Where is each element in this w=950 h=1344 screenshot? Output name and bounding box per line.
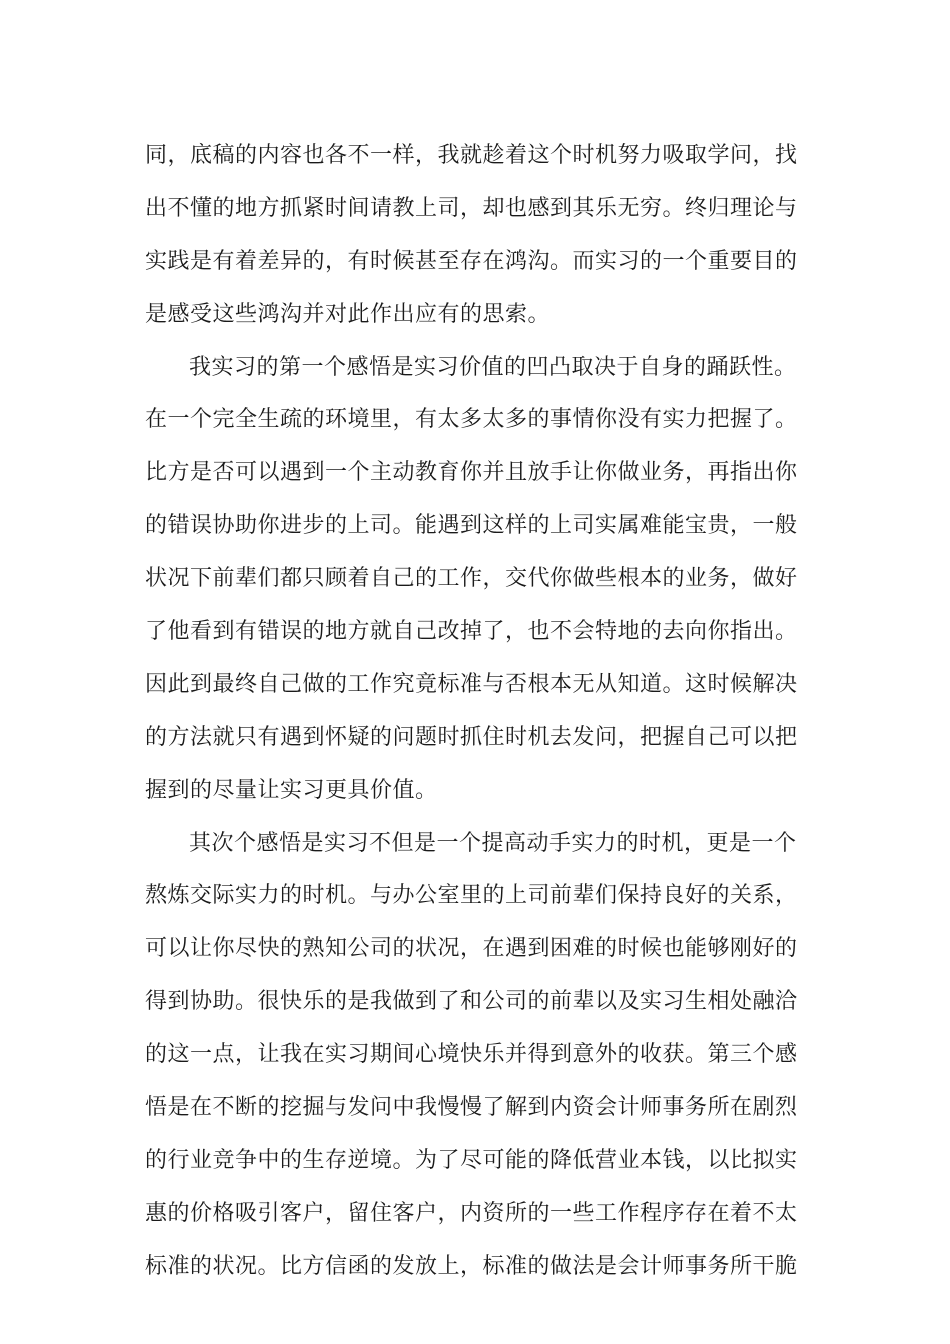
text-line: 我实习的第一个感悟是实习价值的凹凸取决于自身的踊跃性。: [189, 354, 797, 380]
text-line: 出不懂的地方抓紧时间请教上司，却也感到其乐无穷。终归理论与: [145, 195, 798, 221]
text-line: 得到协助。很快乐的是我做到了和公司的前辈以及实习生相处融洽: [145, 989, 798, 1015]
text-line: 状况下前辈们都只顾着自己的工作，交代你做些根本的业务，做好: [145, 566, 798, 592]
text-line: 的这一点，让我在实习期间心境快乐并得到意外的收获。第三个感: [145, 1042, 798, 1068]
text-line: 的方法就只有遇到怀疑的问题时抓住时机去发问，把握自己可以把: [145, 724, 798, 750]
text-line: 惠的价格吸引客户，留住客户，内资所的一些工作程序存在着不太: [145, 1200, 798, 1226]
text-line: 实践是有着差异的，有时候甚至存在鸿沟。而实习的一个重要目的: [145, 248, 798, 274]
document-body: [145, 130, 815, 1294]
text-line: 在一个完全生疏的环境里，有太多太多的事情你没有实力把握了。: [145, 407, 798, 433]
text-line: 悟是在不断的挖掘与发问中我慢慢了解到内资会计师事务所在剧烈: [145, 1095, 798, 1121]
text-line: 熬炼交际实力的时机。与办公室里的上司前辈们保持良好的关系，: [145, 883, 798, 909]
text-line: 的行业竞争中的生存逆境。为了尽可能的降低营业本钱，以比拟实: [145, 1147, 798, 1173]
text-line: 握到的尽量让实习更具价值。: [145, 777, 438, 803]
text-line: 是感受这些鸿沟并对此作出应有的思索。: [145, 301, 551, 327]
text-line: 因此到最终自己做的工作究竟标准与否根本无从知道。这时候解决: [145, 671, 798, 697]
text-line: 其次个感悟是实习不但是一个提高动手实力的时机，更是一个: [189, 830, 797, 856]
paragraph-1: [145, 130, 815, 342]
paragraph-3: [145, 818, 815, 1294]
text-line: 的错误协助你进步的上司。能遇到这样的上司实属难能宝贵，一般: [145, 513, 798, 539]
text-line: 了他看到有错误的地方就自己改掉了，也不会特地的去向你指出。: [145, 619, 798, 645]
text-line: 标准的状况。比方信函的发放上，标准的做法是会计师事务所干脆: [145, 1253, 798, 1279]
text-line: 同，底稿的内容也各不一样，我就趁着这个时机努力吸取学问，找: [145, 143, 798, 168]
text-line: 比方是否可以遇到一个主动教育你并且放手让你做业务，再指出你: [145, 460, 798, 486]
paragraph-2: [145, 342, 815, 818]
text-line: 可以让你尽快的熟知公司的状况，在遇到困难的时候也能够刚好的: [145, 936, 798, 962]
